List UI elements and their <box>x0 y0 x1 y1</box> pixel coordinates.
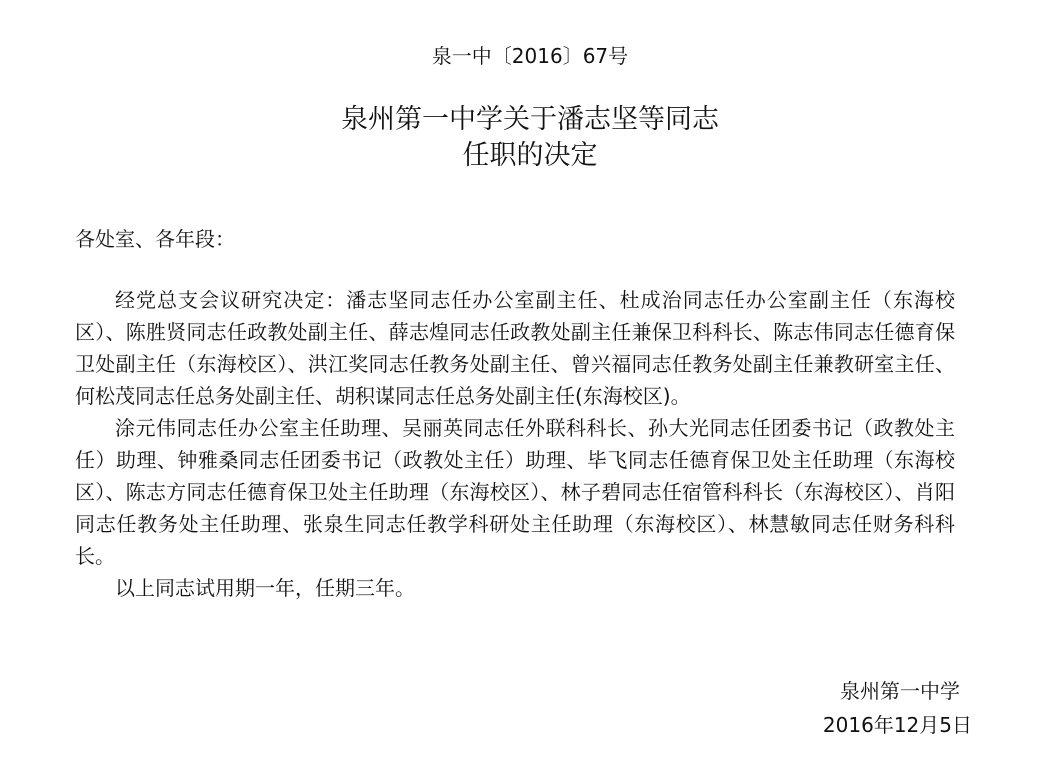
document-title <box>0 102 1060 174</box>
issue-date: 2016年12月5日 <box>822 713 972 737</box>
paragraph-assistants: 涂元伟同志任办公室主任助理、吴丽英同志任外联科科长、孙大光同志任团委书记（政教处主任）助理、钟雅桑同志任团委书记（政教处主任）助理、毕飞同志任德育保卫处主任助理（东海校区）、陈志方同志任德育保卫处主任助理（东海校区）、林子碧同志任宿管科科长（东海校区）、肖阳同志任教务处主任助理、张泉生同志任教学科研处主任助理（东海校区）、林慧敏同志任财务科科长。 <box>75 416 955 568</box>
paragraph-appointments: 经党总支会议研究决定：潘志坚同志任办公室副主任、杜成治同志任办公室副主任（东海校区）、陈胜贤同志任政教处副主任、薛志煌同志任政教处副主任兼保卫科科长、陈志伟同志任德育保卫处副主任（东海校区）、洪江奖同志任教务处副主任、曾兴福同志任教务处副主任兼教研室主任、何松茂同志任总务处副主任、胡积谋同志任总务处副主任(东海校区)。 <box>75 288 955 408</box>
salutation: 各处室、各年段： <box>75 227 235 251</box>
document-number: 泉一中〔2016〕67号 <box>431 44 629 68</box>
issuer-name: 泉州第一中学 <box>840 679 960 703</box>
document-body <box>75 284 955 604</box>
title-line-1: 泉州第一中学关于潘志坚等同志 <box>341 104 719 135</box>
signature-block <box>823 674 972 742</box>
paragraph-probation: 以上同志试用期一年，任期三年。 <box>115 576 415 600</box>
title-line-2: 任职的决定 <box>462 140 598 171</box>
